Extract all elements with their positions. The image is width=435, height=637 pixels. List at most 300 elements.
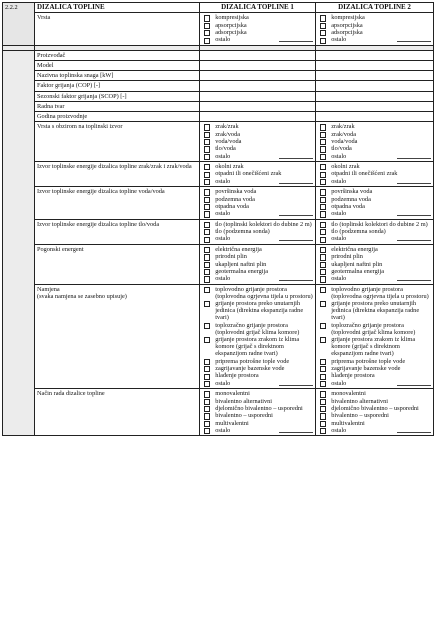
info-value-col2[interactable] [316,101,434,111]
checkbox[interactable] [320,399,326,405]
section-number: 2.2.2 [3,3,35,46]
checkbox[interactable] [320,262,326,268]
option-okolni-zrak-col1 [202,163,313,170]
option-label: adsorpcijska [215,28,247,36]
checkbox[interactable] [320,237,326,243]
other-input-line[interactable] [279,178,313,184]
info-value-col2[interactable] [316,71,434,81]
checkbox[interactable] [320,229,326,235]
checkbox[interactable] [320,211,326,217]
option-voda-voda-col1 [202,138,313,145]
info-value-col1[interactable] [200,111,316,121]
info-label: Faktor grijanja (COP) [-] [35,81,200,91]
option-label: ostalo [331,210,347,218]
option-label: ostalo [331,235,347,243]
option-ostalo-col2 [318,427,431,434]
checkbox[interactable] [320,164,326,170]
info-value-col2[interactable] [316,81,434,91]
option-geotermalna-energija-col1 [202,268,313,275]
other-input-line[interactable] [397,178,431,184]
checkbox[interactable] [204,254,210,260]
checkbox[interactable] [204,124,210,130]
vrsta-row [3,13,434,46]
option-ostalo-col1 [202,235,313,242]
info-value-col2[interactable] [316,111,434,121]
section-options-col1 [200,162,316,187]
checkbox[interactable] [320,172,326,178]
option-ostalo-col1 [202,427,313,434]
option-priprema-potrosne-tople-vode-col2 [318,358,431,365]
info-value-col1[interactable] [200,91,316,101]
checkbox[interactable] [320,359,326,365]
option-tlo-voda-col1 [202,145,313,152]
checkbox[interactable] [320,154,326,160]
section-options-col2 [316,187,434,220]
option-toplozracno-grijanje-prostora-toplovodni-col2 [318,322,431,336]
option-elektricna-energija-col1 [202,246,313,253]
section-label: Pogonski energent [35,244,200,284]
section-title: DIZALICA TOPLINE [35,3,200,13]
info-value-col1[interactable] [200,81,316,91]
checkbox[interactable] [204,276,210,282]
option-adsorpcijska-col1 [202,29,313,36]
checkbox[interactable] [204,428,210,434]
option-multivalentni-col1 [202,420,313,427]
option-tlo-voda-col2 [318,145,431,152]
option-grijanje-prostora-zrakom-iz-klima-komore-col1 [202,336,313,358]
option-ostalo-col1 [202,380,313,387]
option-ostalo-col2 [318,153,431,160]
info-value-col1[interactable] [200,71,316,81]
section-row-izvor-toplinske-energije-dizalica-toplin [3,219,434,244]
option-label: ostalo [215,379,231,387]
section-label: Namjena (svaka namjena se zasebno upisuje) [35,284,200,389]
info-row-sezonski-faktor-grijanja-scop [3,91,434,101]
option-hla-enje-prostora-col1 [202,372,313,379]
option-kompresijska-col1 [202,14,313,21]
option-label: kompresijska [215,14,249,22]
checkbox[interactable] [204,269,210,275]
checkbox[interactable] [204,323,210,329]
vrsta-options-2 [316,13,434,46]
checkbox[interactable] [320,139,326,145]
option-label: ostalo [331,177,347,185]
option-geotermalna-energija-col2 [318,268,431,275]
checkbox[interactable] [204,30,210,36]
checkbox[interactable] [204,406,210,412]
option-kompresijska-col2 [318,14,431,21]
option-label: multivalentni [331,419,365,427]
checkbox[interactable] [204,301,210,307]
info-value-col1[interactable] [200,60,316,70]
option-label: bivalentno alternativni [215,397,273,405]
option-grijanje-prostora-zrakom-iz-klima-komore-col2 [318,336,431,358]
option-ostalo-col2 [318,178,431,185]
option-ukapljeni-naftni-plin-col1 [202,261,313,268]
option-label: djelomično bivalentno – usporedni [215,404,303,412]
option-label: adsorpcijska [331,28,363,36]
option-zrak-zrak-col1 [202,123,313,130]
option-apsorpcijska-col1 [202,22,313,29]
option-label: zagrijavanje bazenske vode [331,365,401,373]
checkbox[interactable] [204,164,210,170]
checkbox[interactable] [320,179,326,185]
checkbox[interactable] [204,391,210,397]
option-label: multivalentni [215,419,249,427]
option-bivalentno-alternativni-col2 [318,398,431,405]
checkbox[interactable] [320,197,326,203]
other-input-line[interactable] [279,153,313,159]
option-label: toplovodno grijanje prostora (toplovodna ogrjevna tijela u prostoru) [215,285,313,300]
section-options-col2 [316,389,434,436]
option-label: bivalentno alternativni [331,397,389,405]
option-toplovodno-grijanje-prostora-toplovodna--col2 [318,286,431,300]
option-monovalentni-col1 [202,390,313,397]
other-input-line[interactable] [279,36,313,42]
option-otpadna-voda-col2 [318,203,431,210]
checkbox[interactable] [204,287,210,293]
section-options-col2 [316,219,434,244]
checkbox[interactable] [204,139,210,145]
option-label: zagrijavanje bazenske vode [215,365,285,373]
option-label: podzemna voda [331,195,371,203]
option-ostalo-col2 [318,210,431,217]
section-options-col1 [200,219,316,244]
option-label: ukapljeni naftni plin [215,260,267,268]
option-tlo-podzemna-sonda-col1 [202,228,313,235]
option-label: otpadni ili onečišćeni zrak [331,170,398,178]
checkbox[interactable] [320,269,326,275]
option-apsorpcijska-col2 [318,22,431,29]
option-label: zrak/voda [331,130,357,138]
option-label: tlo (toplinski kolektori do dubine 2 m) [215,220,312,228]
option-zrak-zrak-col2 [318,123,431,130]
checkbox[interactable] [320,381,326,387]
checkbox[interactable] [204,413,210,419]
section-options-col1 [200,122,316,162]
checkbox[interactable] [320,30,326,36]
option-label: površinska voda [215,188,257,196]
option-priprema-potrosne-tople-vode-col1 [202,358,313,365]
option-ostalo-col2 [318,36,431,43]
checkbox[interactable] [204,189,210,195]
option-label: tlo (podzemna sonda) [331,228,386,235]
other-input-line[interactable] [397,275,431,281]
option-label: električna energija [331,245,378,253]
info-label: Radna tvar [35,101,200,111]
checkbox[interactable] [204,132,210,138]
option-label: zrak/voda [215,130,241,138]
checkbox[interactable] [320,406,326,412]
option-label: apsorpcijska [331,21,363,29]
option-okolni-zrak-col2 [318,163,431,170]
option-label: voda/voda [331,137,358,145]
checkbox[interactable] [204,366,210,372]
section-label: Način rada dizalice topline [35,389,200,436]
option-ostalo-col1 [202,275,313,282]
section-label: Vrsta s obzirom na toplinski izvor [35,122,200,162]
option-label: površinska voda [331,188,373,196]
option-label: voda/voda [215,137,242,145]
column-heat-pump-1: DIZALICA TOPLINE 1 [200,3,316,13]
vrsta-options-1 [200,13,316,46]
option-multivalentni-col2 [318,420,431,427]
option-label: apsorpcijska [215,21,247,29]
checkbox[interactable] [204,337,210,343]
option-label: prirodni plin [215,253,247,261]
option-label: monovalentni [215,390,250,398]
info-row-godina-proizvodnje [3,111,434,121]
info-row-nazivna-toplinska-snaga-kw [3,71,434,81]
option-ostalo-col1 [202,210,313,217]
checkbox[interactable] [320,287,326,293]
option-zagrijavanje-bazenske-vode-col1 [202,365,313,372]
checkbox[interactable] [320,276,326,282]
checkbox[interactable] [204,399,210,405]
option-label: otpadni ili onečišćeni zrak [215,170,282,178]
option-monovalentni-col2 [318,390,431,397]
option-label: toplozračno grijanje prostora (toplovodni grijač klima komore) [331,321,416,336]
section-row-vrsta-s-obzirom-na-toplinski-izvor [3,122,434,162]
option-toplozracno-grijanje-prostora-toplovodni-col1 [202,322,313,336]
option-label: grijanje prostora zrakom iz klima komore (grijač s direktnom ekspanzijom radne tvari) [215,336,300,358]
option-grijanje-prostora-preko-unutarnjih-jedin-col2 [318,300,431,322]
option-label: bivalentno – usporedni [215,412,273,420]
checkbox[interactable] [204,359,210,365]
other-input-line[interactable] [279,235,313,241]
option-label: grijanje prostora preko unutarnjih jedinica (direktna ekspanzija radne tvari) [331,300,420,322]
option-label: ostalo [215,177,231,185]
other-input-line[interactable] [279,275,313,281]
checkbox[interactable] [320,413,326,419]
checkbox[interactable] [320,124,326,130]
info-value-col2[interactable] [316,50,434,60]
option-label: ostalo [215,235,231,243]
section-options-col1 [200,244,316,284]
other-input-line[interactable] [397,210,431,216]
info-value-col2[interactable] [316,91,434,101]
section-options-col1 [200,187,316,220]
checkbox[interactable] [204,211,210,217]
info-label: Sezonski faktor grijanja (SCOP) [-] [35,91,200,101]
option-label: bivalentno – usporedni [331,412,389,420]
info-label: Proizvođač [35,50,200,60]
checkbox[interactable] [204,38,210,44]
info-label: Godina proizvodnje [35,111,200,121]
option-ostalo-col2 [318,380,431,387]
option-label: tlo (podzemna sonda) [215,228,270,235]
checkbox[interactable] [320,15,326,21]
section-options-col2 [316,284,434,389]
option-label: ostalo [215,210,231,218]
section-label: Izvor toplinske energije dizalica topline voda/voda [35,187,200,220]
option-label: okolni zrak [331,163,360,170]
option-label: ostalo [331,36,347,44]
section-options-col2 [316,122,434,162]
checkbox[interactable] [320,421,326,427]
option-ostalo-col2 [318,235,431,242]
checkbox[interactable] [204,262,210,268]
checkbox[interactable] [320,337,326,343]
checkbox[interactable] [320,23,326,29]
option-podzemna-voda-col2 [318,196,431,203]
option-zagrijavanje-bazenske-vode-col2 [318,365,431,372]
option-label: priprema potrošne tople vode [215,357,290,365]
checkbox[interactable] [204,229,210,235]
checkbox[interactable] [320,428,326,434]
option-label: kompresijska [331,14,365,22]
option-label: otpadna voda [331,202,365,210]
option-otpadni-ili-onecisceni-zrak-col2 [318,170,431,177]
option-label: geotermalna energija [331,267,385,275]
option-label: ostalo [331,427,347,435]
checkbox[interactable] [204,381,210,387]
option-label: grijanje prostora zrakom iz klima komore (grijač s direktnom ekspanzijom radne tvari) [331,336,416,358]
option-tlo-toplinski-kolektori-do-dubine-2-m-col2 [318,221,431,228]
option-label: ostalo [331,152,347,160]
checkbox[interactable] [204,15,210,21]
info-row-proizvo-ac [3,50,434,60]
option-povrsinska-voda-col2 [318,188,431,195]
option-label: ostalo [331,379,347,387]
info-row-faktor-grijanja-cop [3,81,434,91]
column-heat-pump-2: DIZALICA TOPLINE 2 [316,3,434,13]
option-hla-enje-prostora-col2 [318,372,431,379]
other-input-line[interactable] [279,210,313,216]
checkbox[interactable] [204,222,210,228]
checkbox[interactable] [204,23,210,29]
checkbox[interactable] [204,237,210,243]
other-input-line[interactable] [397,235,431,241]
section-options-col2 [316,244,434,284]
section-label: Izvor toplinske energije dizalica topline tlo/voda [35,219,200,244]
checkbox[interactable] [320,38,326,44]
option-label: toplozračno grijanje prostora (toplovodni grijač klima komore) [215,321,300,336]
option-label: toplovodno grijanje prostora (toplovodna ogrjevna tijela u prostoru) [331,285,429,300]
option-label: prirodni plin [331,253,363,261]
checkbox[interactable] [320,323,326,329]
option-label: grijanje prostora preko unutarnjih jedinica (direktna ekspanzija radne tvari) [215,300,304,322]
option-label: djelomično bivalentno – usporedni [331,404,419,412]
option-label: tlo/voda [331,145,352,153]
info-value-col2[interactable] [316,60,434,70]
section-row-nacin-rada-dizalice-topline [3,389,434,436]
checkbox[interactable] [320,222,326,228]
option-label: monovalentni [331,390,366,398]
checkbox[interactable] [320,189,326,195]
option-podzemna-voda-col1 [202,196,313,203]
option-ostalo-col1 [202,178,313,185]
option-tlo-toplinski-kolektori-do-dubine-2-m-col1 [202,221,313,228]
info-label: Model [35,60,200,70]
other-input-line[interactable] [397,153,431,159]
option-label: električna energija [215,245,262,253]
section-label: Izvor toplinske energije dizalica topline zrak/zrak i zrak/voda [35,162,200,187]
checkbox[interactable] [204,247,210,253]
info-value-col1[interactable] [200,50,316,60]
checkbox[interactable] [204,172,210,178]
option-label: zrak/zrak [331,123,355,131]
heat-pump-form-table [2,2,434,436]
section-options-col1 [200,389,316,436]
info-label: Nazivna toplinska snaga [kW] [35,71,200,81]
info-row-radna-tvar [3,101,434,111]
checkbox[interactable] [204,154,210,160]
checkbox[interactable] [204,204,210,210]
header-row [3,3,434,13]
option-bivalentno-alternativni-col1 [202,398,313,405]
checkbox[interactable] [320,132,326,138]
option-label: ostalo [215,427,231,435]
option-label: tlo (toplinski kolektori do dubine 2 m) [331,220,428,228]
option-label: ostalo [331,275,347,283]
vrsta-label: Vrsta [35,13,200,46]
checkbox[interactable] [320,301,326,307]
checkbox[interactable] [204,421,210,427]
section-options-col2 [316,162,434,187]
option-zrak-voda-col2 [318,131,431,138]
option-label: geotermalna energija [215,267,269,275]
info-value-col1[interactable] [200,101,316,111]
other-input-line[interactable] [397,36,431,42]
option-label: hlađenje prostora [215,372,259,380]
option-adsorpcijska-col2 [318,29,431,36]
option-djelomicno-bivalentno-usporedni-col2 [318,405,431,412]
option-otpadna-voda-col1 [202,203,313,210]
option-label: ostalo [215,36,231,44]
checkbox[interactable] [204,197,210,203]
checkbox[interactable] [204,146,210,152]
checkbox[interactable] [320,204,326,210]
option-prirodni-plin-col2 [318,253,431,260]
option-label: ukapljeni naftni plin [331,260,383,268]
option-zrak-voda-col1 [202,131,313,138]
checkbox[interactable] [320,247,326,253]
other-input-line[interactable] [279,380,313,386]
option-bivalentno-usporedni-col2 [318,412,431,419]
option-voda-voda-col2 [318,138,431,145]
checkbox[interactable] [320,374,326,380]
checkbox[interactable] [204,374,210,380]
option-label: tlo/voda [215,145,236,153]
option-label: hlađenje prostora [331,372,375,380]
section-row-izvor-toplinske-energije-dizalica-toplin [3,187,434,220]
option-otpadni-ili-onecisceni-zrak-col1 [202,170,313,177]
checkbox[interactable] [320,366,326,372]
option-povrsinska-voda-col1 [202,188,313,195]
section-row-pogonski-energent [3,244,434,284]
option-ukapljeni-naftni-plin-col2 [318,261,431,268]
checkbox[interactable] [320,146,326,152]
option-toplovodno-grijanje-prostora-toplovodna--col1 [202,286,313,300]
option-label: okolni zrak [215,163,244,170]
checkbox[interactable] [320,391,326,397]
option-label: ostalo [215,152,231,160]
checkbox[interactable] [320,254,326,260]
section-row-izvor-toplinske-energije-dizalica-toplin [3,162,434,187]
other-input-line[interactable] [397,380,431,386]
other-input-line[interactable] [279,427,313,433]
option-prirodni-plin-col1 [202,253,313,260]
checkbox[interactable] [204,179,210,185]
other-input-line[interactable] [397,427,431,433]
option-grijanje-prostora-preko-unutarnjih-jedin-col1 [202,300,313,322]
option-djelomicno-bivalentno-usporedni-col1 [202,405,313,412]
option-bivalentno-usporedni-col1 [202,412,313,419]
option-ostalo-col1 [202,153,313,160]
option-label: zrak/zrak [215,123,239,131]
info-row-model [3,60,434,70]
